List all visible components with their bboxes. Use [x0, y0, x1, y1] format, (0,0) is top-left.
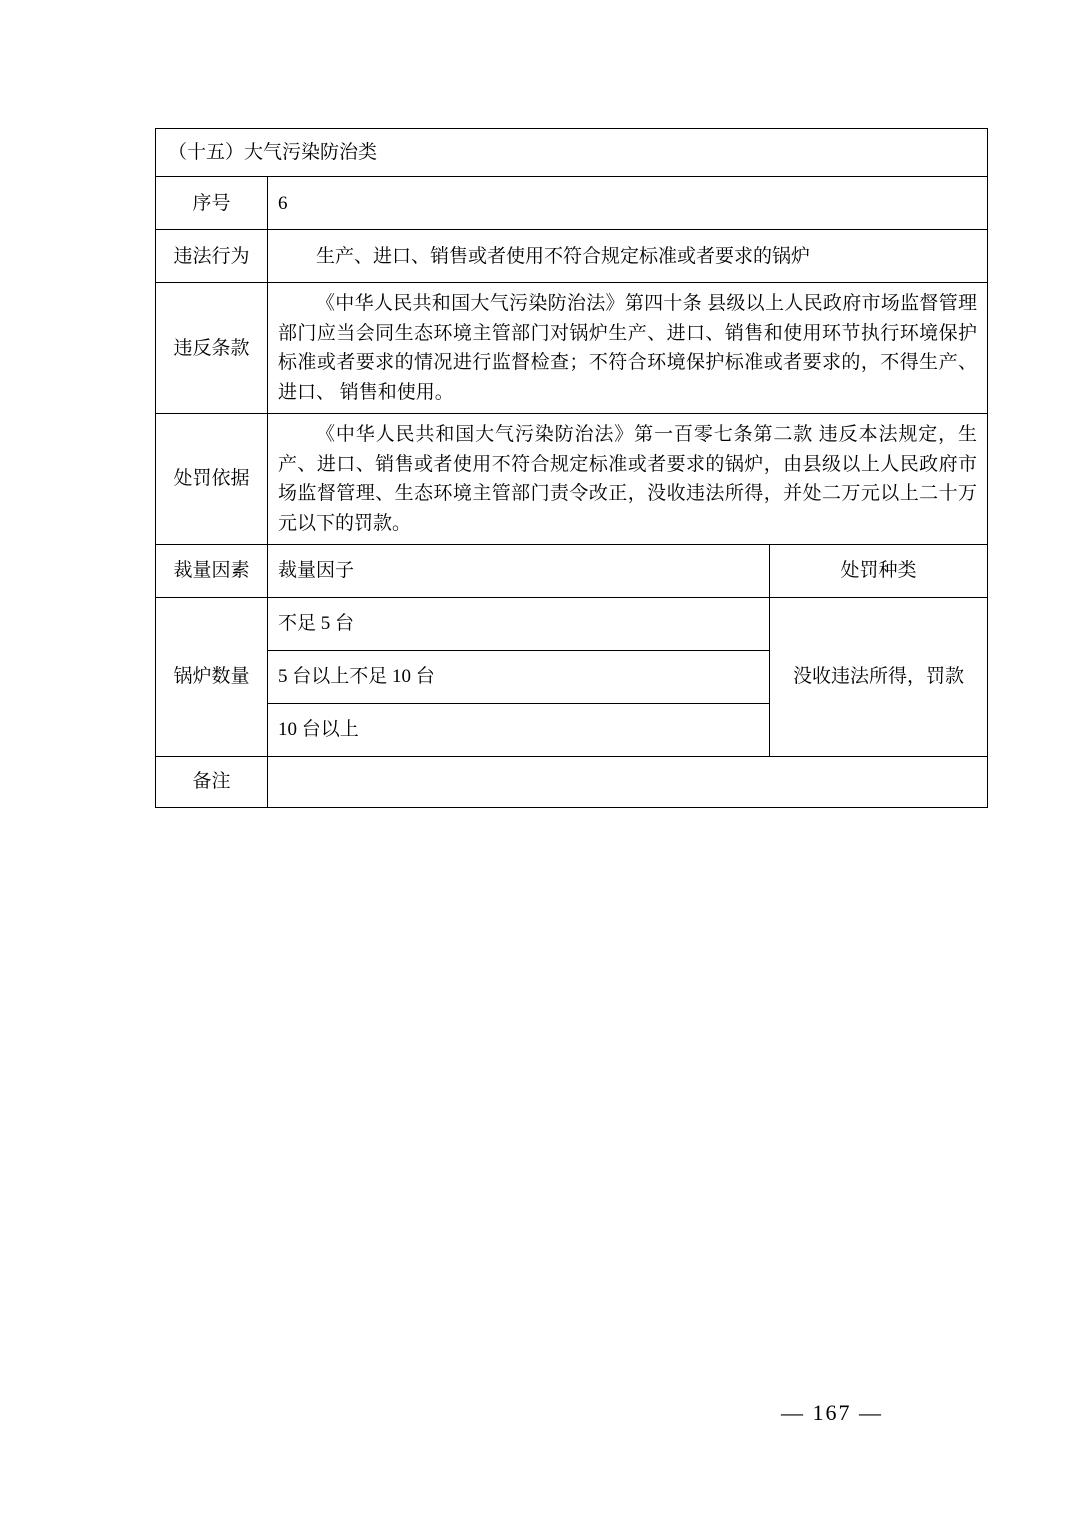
table-row-note: [156, 756, 988, 807]
discretion-factor-value-2: 5 台以上不足 10 台: [268, 650, 770, 703]
row-value-serial: 6: [268, 177, 988, 230]
discretion-factor-value-3: 10 台以上: [268, 703, 770, 756]
discretion-penalty-type: 没收违法所得，罚款: [770, 597, 988, 756]
discretion-header-mid: 裁量因子: [268, 544, 770, 597]
row-value-penalty-basis: 《中华人民共和国大气污染防治法》第一百零七条第二款 违反本法规定，生产、进口、销售或者使用不符合规定标准或者要求的锅炉，由县级以上人民政府市场监督管理、生态环境主管部门责令改正，没收违法所得，并处二万元以上二十万元以下的罚款。: [268, 414, 988, 545]
section-title: （十五）大气污染防治类: [156, 129, 988, 177]
table-row-factor-1: [156, 597, 988, 650]
table-row-section-title: [156, 129, 988, 177]
table-row-violation: [156, 230, 988, 283]
row-label-serial: 序号: [156, 177, 268, 230]
discretion-factor-label: 锅炉数量: [156, 597, 268, 756]
discretion-header-right: 处罚种类: [770, 544, 988, 597]
table-row-serial: [156, 177, 988, 230]
discretion-header-left: 裁量因素: [156, 544, 268, 597]
row-value-note: [268, 756, 988, 807]
table-row-discretion-header: [156, 544, 988, 597]
page-number: — 167 —: [781, 1400, 883, 1425]
row-label-violated-clause: 违反条款: [156, 283, 268, 414]
page-footer: [0, 1400, 1074, 1426]
table-row-violated-clause: [156, 283, 988, 414]
table-row-penalty-basis: [156, 414, 988, 545]
discretion-benchmark-table: [155, 128, 988, 808]
row-value-violated-clause: 《中华人民共和国大气污染防治法》第四十条 县级以上人民政府市场监督管理部门应当会同生态环境主管部门对锅炉生产、进口、销售和使用环节执行环境保护标准或者要求的情况进行监督检查；不符合环境保护标准或者要求的，不得生产、进口、 销售和使用。: [268, 283, 988, 414]
row-label-note: 备注: [156, 756, 268, 807]
row-label-violation: 违法行为: [156, 230, 268, 283]
row-label-penalty-basis: 处罚依据: [156, 414, 268, 545]
row-value-violation: 生产、进口、销售或者使用不符合规定标准或者要求的锅炉: [268, 230, 988, 283]
discretion-factor-value-1: 不足 5 台: [268, 597, 770, 650]
